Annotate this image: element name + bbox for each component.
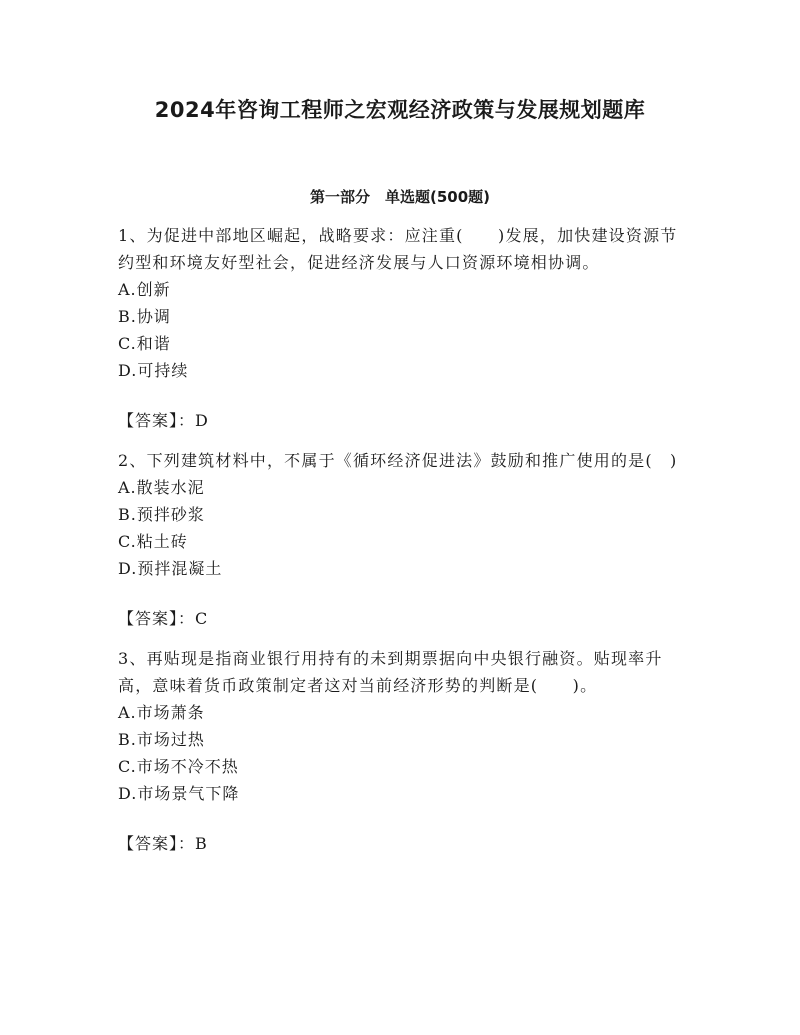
document-title: 2024年咨询工程师之宏观经济政策与发展规划题库 <box>154 98 646 122</box>
option-b: B.市场过热 <box>118 730 205 749</box>
answer-label: 【答案】： <box>118 411 196 430</box>
question-3 <box>118 645 680 857</box>
question-2 <box>118 447 680 632</box>
answer-line <box>118 605 680 632</box>
option-c: C.粘土砖 <box>118 532 188 551</box>
option-d: D.市场景气下降 <box>118 784 240 803</box>
option-a: A.创新 <box>118 280 171 299</box>
question-list <box>118 222 680 870</box>
answer-label: 【答案】： <box>118 609 196 628</box>
option-a: A.散装水泥 <box>118 478 205 497</box>
question-1 <box>118 222 680 434</box>
option-a: A.市场萧条 <box>118 703 205 722</box>
option-c: C.和谐 <box>118 334 171 353</box>
section-title: 第一部分 单选题(500题) <box>309 188 491 206</box>
option-c: C.市场不冷不热 <box>118 757 239 776</box>
answer-label: 【答案】： <box>118 834 196 853</box>
question-stem: 3、再贴现是指商业银行用持有的未到期票据向中央银行融资。贴现率升高，意味着货币政策制定者这对当前经济形势的判断是( )。 <box>118 649 663 695</box>
answer-line <box>118 830 680 857</box>
answer-value: B <box>195 834 208 853</box>
option-d: D.预拌混凝土 <box>118 559 223 578</box>
answer-value: C <box>195 609 209 628</box>
question-stem: 2、下列建筑材料中，不属于《循环经济促进法》鼓励和推广使用的是( ) <box>118 451 678 470</box>
question-stem: 1、为促进中部地区崛起，战略要求：应注重( )发展，加快建设资源节约型和环境友好型社会，促进经济发展与人口资源环境相协调。 <box>118 226 678 272</box>
option-d: D.可持续 <box>118 361 189 380</box>
option-b: B.预拌砂浆 <box>118 505 205 524</box>
answer-line <box>118 407 680 434</box>
option-b: B.协调 <box>118 307 171 326</box>
answer-value: D <box>195 411 209 430</box>
